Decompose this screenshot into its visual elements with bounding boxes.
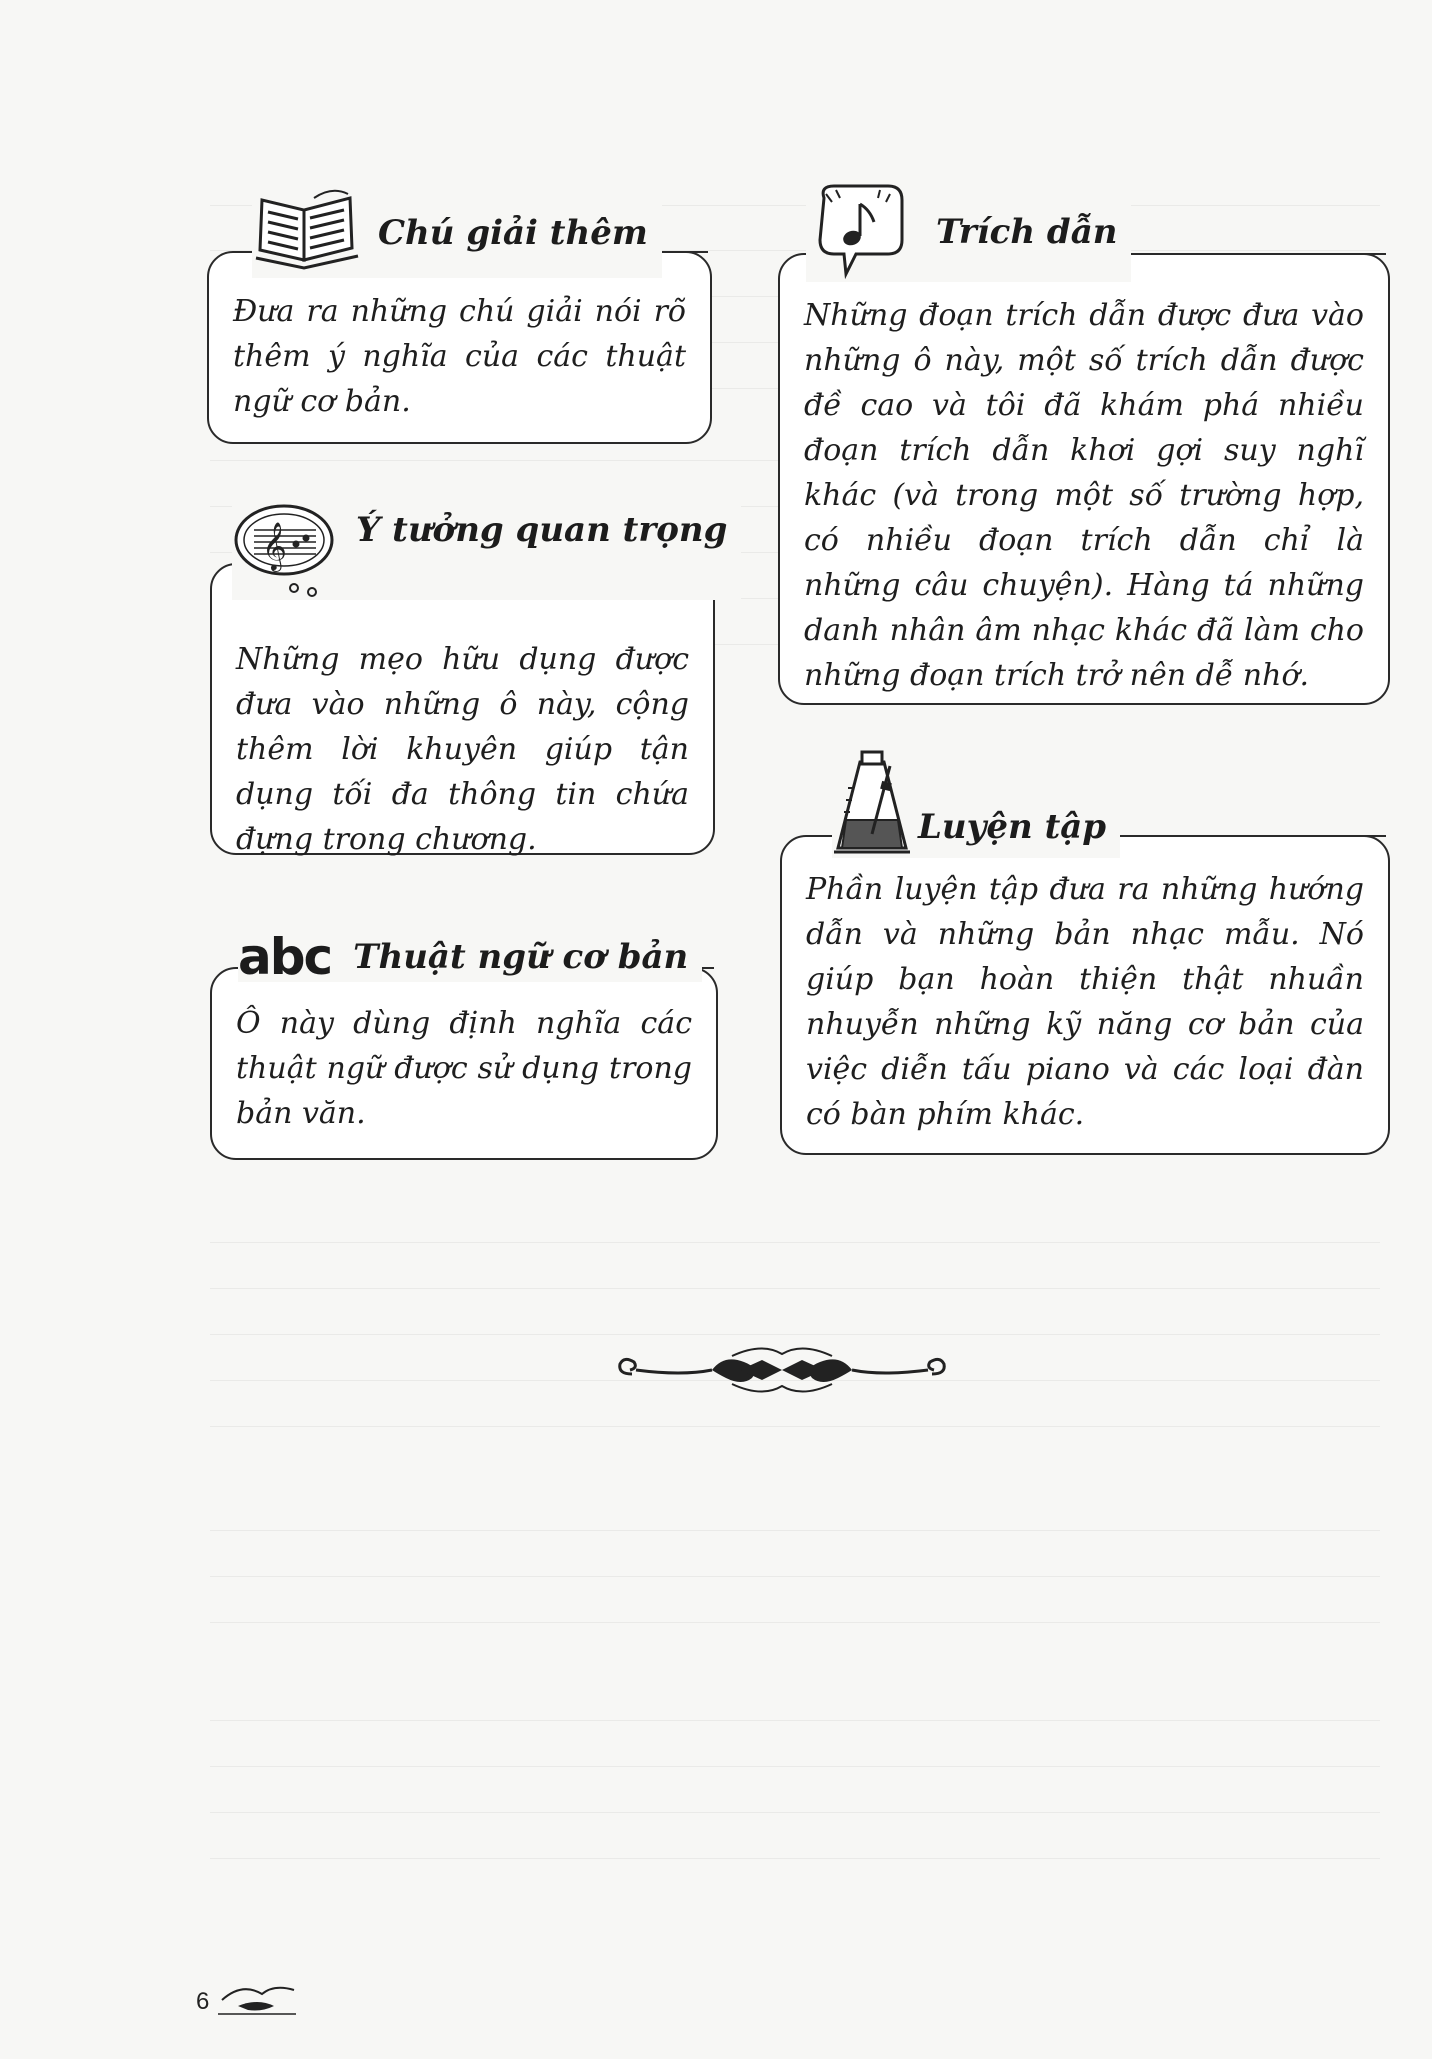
page-number: 6 [196,1988,210,2015]
trich-dan-text: Những đoạn trích dẫn được đưa vào những ô này, một số trích dẫn được đề cao và tôi đã khám phá nhiều đoạn trích dẫn khơi gợi suy nghĩ khác (và trong một số trường hợp, có nhiều đoạn trích dẫn chỉ là những câu chuyện). Hàng tá những danh nhân âm nhạc khác đã làm cho những đoạn trích trở nên dễ nhớ. [804,298,1364,693]
flying-bird-ornament-icon [218,1976,298,2016]
y-tuong-quan-trong-heading [232,500,741,600]
trich-dan-heading [806,182,1131,282]
open-book-icon [252,188,362,278]
luyen-tap-rule [1104,835,1386,837]
thought-bubble-clef-icon [232,500,350,600]
luyen-tap-text: Phần luyện tập đưa ra những hướng dẫn và những bản nhạc mẫu. Nó giúp bạn hoàn thiện thật nhuần nhuyễn những kỹ năng cơ bản của việc diễn tấu piano và các loại đàn có bàn phím khác. [806,872,1364,1132]
thuat-ngu-co-ban-title: Thuật ngữ cơ bản [353,937,689,977]
luyen-tap-heading [832,748,1120,858]
music-note-speech-bubble-icon [806,182,916,282]
chu-giai-them-heading [252,188,662,278]
y-tuong-quan-trong-text: Những mẹo hữu dụng được đưa vào những ô này, cộng thêm lời khuyên giúp tận dụng tối đa thông tin chứa đựng trong chương. [236,642,689,857]
y-tuong-quan-trong-box [210,563,715,855]
scroll-ornament-divider [612,1340,952,1400]
svg-text:𝄞: 𝄞 [262,521,287,570]
thuat-ngu-co-ban-heading [238,928,702,986]
trich-dan-rule [1110,253,1386,255]
luyen-tap-box [780,835,1390,1155]
chu-giai-them-title: Chú giải thêm [378,213,648,253]
chu-giai-them-text: Đưa ra những chú giải nói rõ thêm ý nghĩa của các thuật ngữ cơ bản. [233,294,686,419]
abc-icon: abc [238,928,332,986]
thuat-ngu-co-ban-text: Ô này dùng định nghĩa các thuật ngữ được sử dụng trong bản văn. [236,1006,692,1131]
trich-dan-title: Trích dẫn [936,212,1118,252]
metronome-icon [832,748,912,858]
luyen-tap-title: Luyện tập [918,807,1107,847]
chu-giai-them-box [207,251,712,444]
thuat-ngu-co-ban-box [210,967,718,1160]
trich-dan-box [778,253,1390,705]
y-tuong-quan-trong-title: Ý tưởng quan trọng [356,510,728,550]
